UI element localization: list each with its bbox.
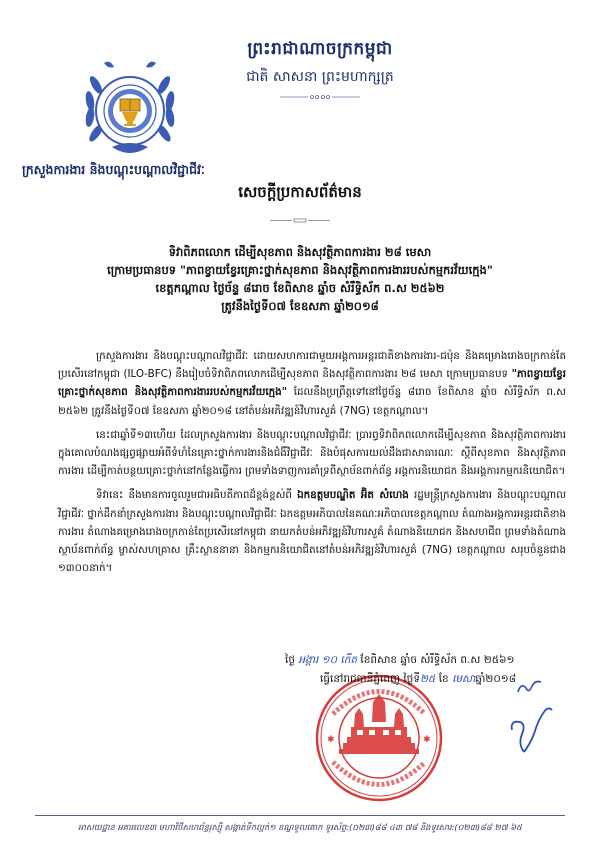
heading-line: ទិវាពិភពលោក ដើម្បីសុខភាព និងសុវត្ថិភាពការងារ ២៨ មេសា	[168, 245, 432, 259]
ornamental-divider-icon	[270, 218, 330, 223]
initial-icon	[515, 678, 545, 698]
lunar-date-rest: ខែពិសាខ ឆ្នាំច សំរឹទ្ធិស័ក ព.ស ២៥៦១	[357, 654, 515, 666]
date-prefix: ថ្ងៃ	[285, 654, 295, 666]
ministry-name: ក្រសួងការងារ និងបណ្តុះបណ្តាលវិជ្ជាជីវៈ	[22, 162, 205, 177]
paragraph-text: ដែលនឹងប្រព្រឹត្តទៅនៅថ្ងៃច័ន្ទ ៨រោច ខែពិសាខ ឆ្នាំច សំរឹទ្ធិស័ក ព.ស ២៥៦២ ត្រូវនឹងថ្ងៃទី០៧ ខែឧសភា ឆ្នាំ២០១៨ នៅតំបន់អភិវឌ្ឍន៍វិហារសួគ៌ (7NG) ខេត្តកណ្តាល។	[58, 386, 566, 417]
month-label: ខែ	[435, 673, 453, 685]
paragraph-text: ទិវានេះ នឹងមានការចូលរួមជាអធិបតីភាពដ៏ខ្ពង់ខ្ពស់ពី	[96, 489, 298, 502]
paragraph-bold-text: ឯកឧត្តមបណ្ឌិត អ៊ិត សំហេង	[297, 489, 409, 502]
national-motto: ជាតិ សាសនា ព្រះមហាក្សត្រ	[246, 69, 394, 85]
paragraph-text: ក្រសួងការងារ និងបណ្តុះបណ្តាលវិជ្ជាជីវៈ ដោយសហការជាមួយអង្គការអន្តរជាតិខាងការងារ-ជប៉ុន និងគម្រោងរោងចក្រកាន់តែប្រសើរនៅកម្ពុជា (ILO-BFC) នឹងរៀបចំទិវាពិភពលោកដើម្បីសុខភាព និងសុវត្ថិភាពការងារ ២៨ មេសា ក្រោមប្រធានបទ	[58, 350, 566, 381]
svg-text:✱: ✱	[327, 735, 335, 745]
paragraph-text: នេះជាឆ្នាំទី១៣ហើយ ដែលក្រសួងការងារ និងបណ្តុះបណ្តាលវិជ្ជាជីវៈ ប្រារព្ធទិវាពិភពលោកដើម្បីសុខភាព និងសុវត្ថិភាពការងារ ក្នុងគោលបំណងផ្សព្វផ្សាយអំពីទំហំនៃគ្រោះថ្នាក់ការងារនិងជំងឺវិជ្ជាជីវៈ និងបំផុសការយល់ដឹងជាសាធារណៈ ស្តីពីសុខភាព និងសុវត្ថិភាពការងារ ដើម្បីកាត់បន្ថយគ្រោះថ្នាក់នៅកន្លែងធ្វើការ ព្រមទាំងទាញការគាំទ្រពីស្ថាប័នពាក់ព័ន្ធ អង្គការនិយោជក និងអង្គការកម្មករនិយោជិត។	[58, 428, 566, 478]
year-text: ឆ្នាំ២០១៨	[475, 673, 517, 685]
footer-divider	[35, 815, 565, 816]
ornamental-divider-icon	[280, 94, 360, 100]
heading-line: ត្រូវនឹងថ្ងៃទី០៧ ខែឧសភា ឆ្នាំ២០១៨	[221, 299, 379, 313]
handwritten-moon-phase: កើត	[340, 654, 358, 666]
signature-icon	[500, 700, 570, 760]
footer-address: អាសយដ្ឋាន អគារលេខ៣ មហាវិថីសហព័ន្ធរុស្ស៊ី សង្កាត់ទឹកល្អក់១ ខណ្ឌទួលគោក ទូរស័ព្ទ:(០២៣)៨៨ ៤៣ ៧៨ និងទូរសារ:(០២៣)៨៨ ២៧ ៦៥	[77, 822, 523, 832]
svg-text:✱: ✱	[423, 735, 431, 745]
kingdom-header	[200, 38, 440, 100]
paragraph-1	[58, 347, 566, 420]
paragraph-text: រដ្ឋមន្ត្រីក្រសួងការងារ និងបណ្តុះបណ្តាលវិជ្ជាជីវៈ ថ្នាក់ដឹកនាំក្រសួងការងារ និងបណ្តុះបណ្តាលវិជ្ជាជីវៈ ឯកឧត្តមអភិបាលនៃគណៈអភិបាលខេត្តកណ្តាល តំណាងអង្គការអន្តរជាតិខាងការងារ តំណាងគម្រោងរោងចក្រកាន់តែប្រសើរនៅកម្ពុជា នាយកតំបន់អភិវឌ្ឍន៍វិហារសួគ៌ តំណាងនិយោជក និងសហជីព ព្រមទាំងតំណាងស្ថាប័នពាក់ព័ន្ធ ម្ចាស់សហគ្រាស គ្រឹះស្ថាននានា និងកម្មករនិយោជិតនៅតំបន់អភិវឌ្ឍន៍វិហារសួគ៌ (7NG) ខេត្តកណ្តាល សរុបចំនួនជាង ១៣០០នាក់។	[58, 489, 567, 575]
lunar-date-line	[270, 651, 590, 670]
heading-line: ខេត្តកណ្តាល ថ្ងៃច័ន្ទ ៨រោច ខែពិសាខ ឆ្នាំច សំរឹទ្ធិស័ក ព.ស ២៥៦២	[155, 281, 445, 295]
paragraph-3	[58, 486, 566, 577]
title-divider	[0, 212, 600, 223]
ministry-of-labour-emblem-icon	[82, 55, 178, 165]
handwritten-day: អង្គារ ១០	[298, 654, 338, 666]
kingdom-title: ព្រះរាជាណាចក្រកម្ពុជា	[247, 39, 393, 59]
ministry-official-seal-icon	[313, 672, 445, 804]
place-prefix: ធ្វើនៅរាជធានីភ្នំពេញ ថ្ងៃទី	[320, 673, 420, 685]
ministry-logo	[82, 55, 178, 165]
heading-line: ក្រោមប្រធានបទ "ភាពខ្វាយខ្វែរគ្រោះថ្នាក់សុខភាព និងសុវត្ថិភាពការងាររបស់កម្មករវ័យក្មេង"	[107, 263, 493, 277]
paragraph-bold-text: "ភាពខ្វាយខ្វែរគ្រោះថ្នាក់សុខភាព និងសុវត្ថិភាពការងាររបស់កម្មករវ័យក្មេង"	[58, 368, 566, 399]
event-heading	[40, 243, 560, 315]
body-text	[58, 347, 566, 583]
handwritten-date: ២៥	[419, 673, 436, 685]
signature	[500, 700, 570, 760]
initial-mark	[515, 678, 545, 698]
document-title: សេចក្តីប្រកាសព័ត៌មាន	[238, 183, 362, 201]
handwritten-month: មេសា	[452, 673, 476, 685]
paragraph-2	[58, 426, 566, 481]
official-seal	[313, 672, 445, 804]
